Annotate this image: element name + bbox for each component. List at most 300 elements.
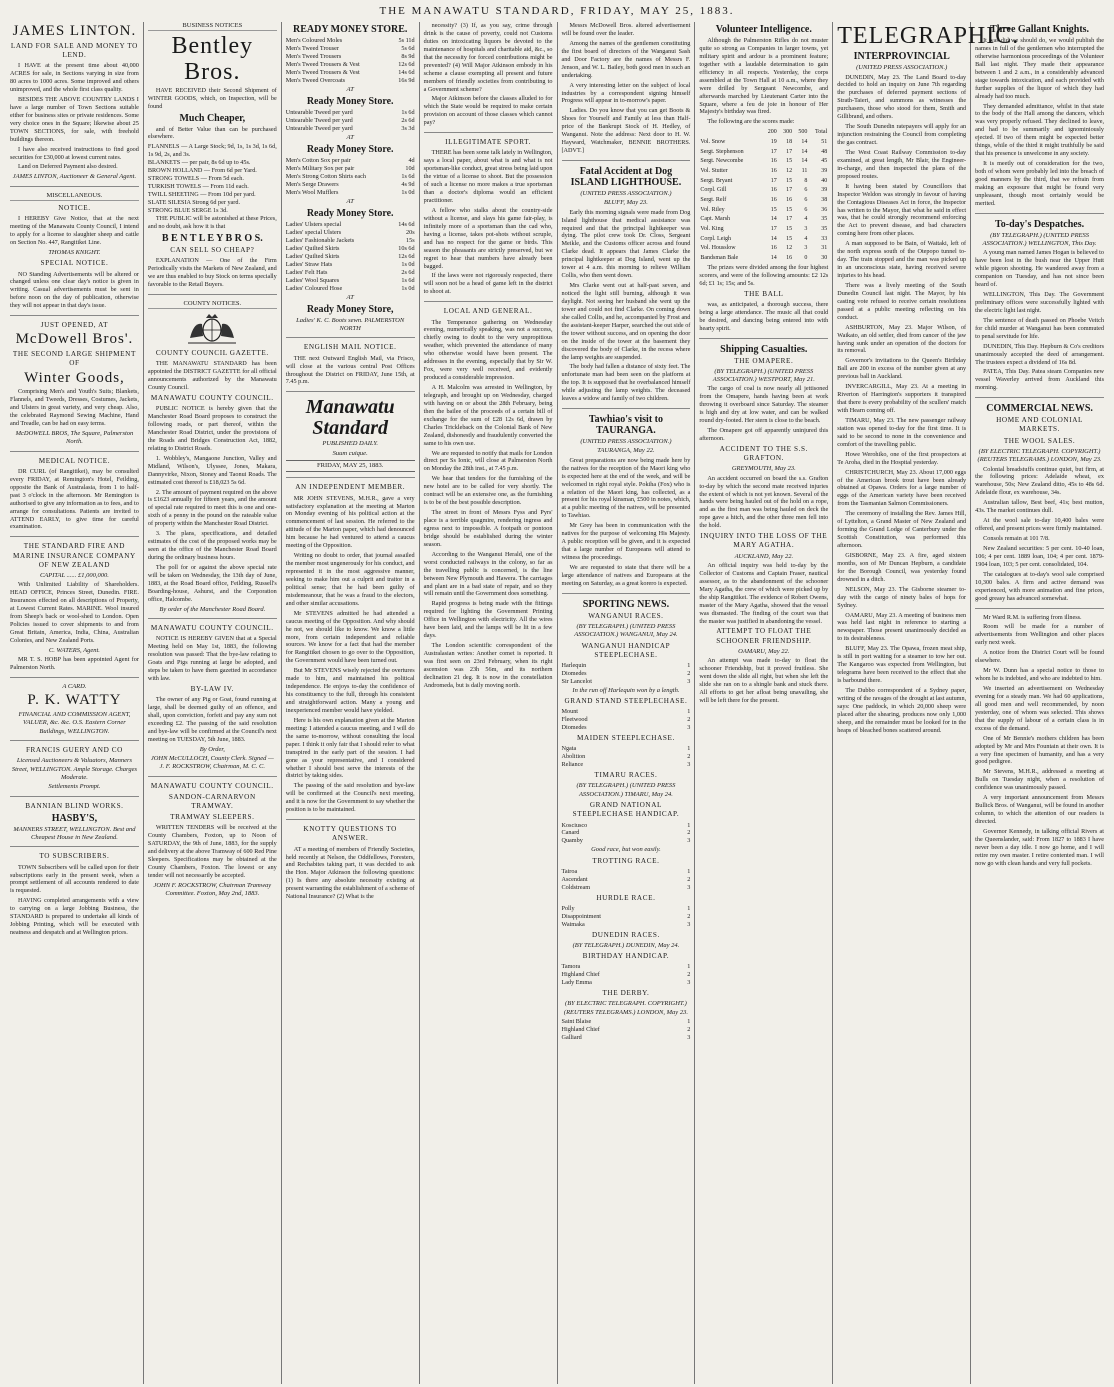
scores-header-cell: Total — [815, 129, 828, 136]
scores-cell: Corpl. Gill — [700, 187, 727, 194]
wanganui-races-title: WANGANUI RACES. — [588, 611, 664, 620]
scores-cell: 16 — [786, 255, 793, 262]
francis-advert — [10, 746, 139, 796]
bentley-item: BROWN HOLLAND — From 6d per Yard. — [147, 167, 257, 175]
price-row-value: 1s 0d — [401, 260, 415, 268]
timaru-telegraph: (BY TELEGRAPH.) (UNITED PRESS ASSOCIATION.) TIMARU, May 24. — [576, 782, 676, 798]
result-row — [562, 1018, 691, 1026]
price-row-value: 4d — [408, 157, 415, 165]
scores-cell: 14 — [770, 216, 777, 223]
scores-cell: 6 — [804, 197, 808, 204]
illegitimate-sport-article — [424, 138, 553, 302]
result-row-value: 3 — [687, 761, 691, 769]
price-row-value: 2s 6d — [401, 268, 415, 276]
blinds-title: BANNIAN BLIND WORKS. — [25, 801, 124, 810]
price-row — [286, 269, 415, 277]
result-row-value: 3 — [687, 724, 691, 732]
scores-cell: 6 — [804, 206, 808, 213]
agatha-telegraph: AUCKLAND, May 22. — [734, 552, 794, 560]
price-row-value: 8s 9d — [401, 52, 415, 60]
news-item: The sentence of death passed on Phoebe Veitch for child murder at Wanganui has been commuted to penal servitude for life. — [975, 316, 1104, 340]
scores-header-cell — [699, 128, 762, 138]
despatch-title: To-day's Despatches. — [995, 218, 1085, 230]
price-row — [286, 245, 415, 253]
scores-cell: Vol. Snow — [700, 138, 726, 145]
medical-notice — [10, 457, 139, 538]
independent-title: AN INDEPENDENT MEMBER. — [295, 483, 406, 492]
council2-title: MANAWATU COUNTY COUNCIL. — [150, 623, 274, 632]
volunteer-article — [699, 24, 828, 339]
result-row — [562, 662, 691, 670]
result-row-label: Tairoa — [561, 867, 578, 875]
result-row — [562, 1034, 691, 1042]
news-item: A very important announcement from Messrs Bullick Bros. of Wanganui, will be found in another column, to which the attention of our readers is directed. — [975, 794, 1104, 826]
price-row-value: 10s 6d — [398, 244, 415, 252]
price-row-value: 1s 6d — [401, 172, 415, 180]
price-row-label: Ladies' Wool Squares — [285, 276, 340, 284]
bentley-body-2: and of Better Value than can be purchased elsewhere. — [147, 125, 277, 141]
race-title: MAIDEN STEEPLECHASE. — [577, 734, 675, 743]
store-at: AT — [346, 85, 354, 93]
council2-body: NOTICE IS HEREBY GIVEN that at a Special Meeting held on May 1st, 1883, the following resolution was passed: That the bye-law relating to Goats and Pigs running at large be adopted, and steps be taken to have them gazetted in accordance with law. — [147, 635, 277, 682]
bentley-item: STRONG TOWELS — From 5d each. — [147, 175, 244, 183]
despatches-section — [975, 219, 1104, 399]
scores-cell: 14 — [770, 255, 777, 262]
scores-cell: 45 — [821, 158, 828, 165]
race-results-5 — [562, 868, 691, 892]
price-row-label: Untearable Tweed per yard — [285, 116, 353, 124]
price-row — [286, 261, 415, 269]
grafton-body: An accident occurred on board the s.s. Grafton to-day by which the second mate received injuries the extent of which is not yet known. Several of the hands were being hauled out of the hold on a rope, and as the first man was being hauled on deck the rope gave a hitch, and the other three men fell into the hold. — [699, 474, 829, 530]
bentley-item: STRONG BLUE SERGE 1s 3d. — [147, 206, 228, 214]
price-row-label: Untearable Tweed per yard — [285, 108, 353, 116]
scores-cell: Sergt. Bryant — [700, 177, 733, 184]
column-3 — [282, 22, 420, 1384]
news-item: We hear that tenders for the furnishing of the new hotel are to be called for very shortly. The contract will be an extensive one, as the furnishing is to be of the best possible description. — [423, 475, 553, 507]
result-row — [562, 963, 691, 971]
price-row-value: 1s 0d — [401, 284, 415, 292]
business-notices-header: BUSINESS NOTICES — [148, 22, 277, 31]
tramway-notice — [148, 782, 277, 903]
result-row-label: Saint Blaise — [561, 1018, 592, 1026]
news-item: Room will be made for a number of advertisements from Wellington and other places early next week. — [975, 623, 1104, 647]
news-item: New Zealand securities: 5 per cent. 10-40 loan, 106; 4 per cent. 1889 loan, 104; 4 per cent. 1879-1904 loan, 103; 5 per cent. consolidated, 104. — [975, 544, 1104, 568]
result-row-value: 2 — [687, 875, 691, 883]
scores-row — [699, 148, 828, 158]
price-row — [286, 77, 415, 85]
scores-cell: Sergt. Stephenson — [700, 148, 744, 155]
sporting-news-section — [562, 599, 691, 1045]
race-results-8 — [562, 1018, 691, 1042]
knotty-title: KNOTTY QUESTIONS TO ANSWER. — [303, 825, 397, 843]
subscribers-body: TOWN Subscribers will be called upon for their subscriptions early in the present week, when a prompt settlement of all accounts rendered to date is requested. — [10, 863, 139, 895]
result-row — [562, 829, 691, 837]
news-item: We are requested to notify that mails for London direct per Ss Ionic, will close at Palmerston North on Monday the 28th inst., at 7.45 p.m. — [423, 449, 553, 473]
result-row-label: Polly — [561, 904, 575, 912]
scores-cell: 6 — [804, 187, 808, 194]
telegraph-item: OAMARU, May 23. A meeting of business men was held last night in reference to starting a newspaper. Those present unanimously decided as to its desirableness. — [837, 611, 967, 643]
race-results-7 — [562, 963, 691, 987]
special-notice-title: SPECIAL NOTICE. — [40, 259, 109, 268]
english-mail-notice — [286, 343, 415, 392]
francis-title: FRANCIS GUERY AND CO — [25, 746, 123, 755]
council3-body: WRITTEN TENDERS will be received at the County Chambers, Foxton, up to Noon of SATURDAY, the 9th of June, 1883, for the supply and delivery at the above Tramway of 600 Red Pine Sleepers. Specifications may be obtained at the County Chambers, Foxton. The lowest or any tender will not necessarily be accepted. — [147, 824, 277, 880]
shipping-title: Shipping Casualties. — [720, 343, 808, 355]
royal-arms-emblem — [148, 312, 277, 346]
price-row — [286, 181, 415, 189]
result-row — [562, 921, 691, 929]
article-paragraph: The Omapere got off apparently uninjured this afternoon. — [699, 427, 829, 442]
price-row — [286, 125, 415, 133]
medical-body: DR CURL (of Rangitikei), may be consulted every FRIDAY, at Remington's Hotel, Feilding, opposite the Bank of Australasia, from 1 to half-past 3 o'clock in the afternoon. Mr Remington is authorised to give any information as to fees, and to arrange for consultations. Patients are invited to ATTEND EARLY, to give time for careful examination. — [10, 467, 139, 531]
scores-row — [699, 206, 828, 216]
watty-title: P. K. WATTY — [27, 692, 122, 709]
price-row — [286, 45, 415, 53]
scores-cell: Vol. Housslow — [700, 245, 736, 252]
price-row-label: Ladies' Quilted Skirts — [285, 252, 340, 260]
result-row-label: Highland Chief — [561, 971, 600, 979]
bentley-advert — [148, 34, 277, 294]
price-row — [286, 37, 415, 45]
article-paragraph: Mr STEVENS admitted he had attended a caucus meeting of the Opposition. And why should he not, we should like to know. We know a little more, from certain independent and reliable sources. We know for a fact that had the member for Rangitikei chosen to go over to the Opposition, the Government would have been turned out. — [285, 609, 415, 665]
result-row-label: Ascendant — [561, 875, 588, 883]
telegraphic-assoc: (UNITED PRESS ASSOCIATION.) — [856, 64, 948, 72]
result-row-value: 1 — [687, 662, 691, 670]
scores-cell: Vol. Stutter — [700, 168, 728, 174]
price-row-label: Ladies' Fashionable Jackets — [285, 236, 355, 244]
price-row-value: 4s 9d — [401, 180, 415, 188]
price-row — [286, 61, 415, 69]
article-paragraph: Although the Palmerston Rifles do not muster quite so strong as Companies in larger towns, yet military spirit and ardour is a prominent feature; together with a laudable determination to gain efficiency in all respects. Yesterday, the corps assembled at the Town Hall at 10 a.m., where they were drilled by Sergeant Newcombe, and afterwards marched by Lieutenant Carter into the Square, where a feu de joie in honour of Her Majesty's birthday was fired. — [699, 37, 829, 116]
scores-cell: 17 — [786, 187, 793, 194]
council-bylaw-notice — [148, 624, 277, 777]
result-row — [562, 708, 691, 716]
dunedin-races-title: DUNEDIN RACES. — [591, 930, 660, 939]
price-row — [286, 165, 415, 173]
council2-signature: JOHN McCULLOCH, County Clerk. Signed — J. F. ROCKSTROW, Chairman, M. C. C. — [150, 754, 274, 771]
bentley-public: THE PUBLIC will be astonished at these Prices, and no doubt, ask how it is that — [147, 214, 277, 230]
blinds-name: HASBY'S, — [51, 812, 98, 824]
shipping-subtitle: THE OMAPERE. — [734, 356, 794, 365]
ball-body: was, as anticipated, a thorough success, there being a large attendance. The music all that could be desired, and dancing being entered into with hearty spirit. — [699, 300, 829, 332]
tawhiao-title: Tawhiao's visit to TAURANGA. — [588, 414, 663, 437]
scores-cell: 0 — [804, 255, 808, 262]
price-row-label: Men's Cotton Sox per pair — [285, 157, 351, 165]
linton-para-1: I HAVE at the present time about 40,000 ACRES for sale, in Sections varying in size from 80 acres to 1000 acres. Some improved and others unimproved, and the whole first class quality. — [10, 62, 139, 93]
price-row — [286, 237, 415, 245]
scores-cell: 17 — [786, 148, 793, 155]
blinds-advert — [10, 802, 139, 848]
price-row-label: Ladies' Straw Hats — [285, 260, 333, 268]
news-item: A young man named James Hogan is believed to have been lost in the bush near the Upper Hutt while pigeon shooting. He wandered away from a companion on Tuesday, and has not since been heard of. — [975, 249, 1104, 289]
commercial-title: COMMERCIAL NEWS. — [986, 403, 1093, 415]
news-item: The London scientific correspondent of the Australasian writes: Another comet is reported. It was first seen on 23rd February, when its right ascension was 23h 56m, and its northern declination 21 deg. It is now in the constellation Andromeda, but is daily moving north. — [423, 642, 553, 689]
store-name-2: Ready Money Store. — [306, 144, 394, 156]
price-row — [286, 53, 415, 61]
result-row-value: 1 — [687, 821, 691, 829]
price-row-label: Men's Tweed Trousers & Vest — [285, 60, 360, 68]
result-row-value: 1 — [687, 1018, 691, 1026]
scores-cell: 30 — [821, 255, 828, 262]
news-item: One of Mr Bennie's mothers children has been adopted by Mr and Mrs Fountain at their own. It is a very fine specimen of humanity, and has a very good pedigree. — [975, 734, 1104, 766]
news-item: The Temperance gathering on Wednesday evening, numerically speaking, was not a success, chiefly owing to doubt to the very unpropitious weather, which prevented the attendance of many who otherwise would have been present. The addresses in the evening, especially that by Sir W. Fox, were very well received, and evidently produced a considerable impression. — [423, 318, 553, 382]
scores-cell: 17 — [770, 226, 777, 233]
float-body: An attempt was made to-day to float the schooner Friendship, but it proved fruitless. She went down the slide all right, but when she left the slide she ran on to a shingle bank and stuck there. All efforts to get her afloat being unavailing, she will be left there for the present. — [699, 657, 829, 704]
scores-row — [699, 157, 828, 167]
special-notice-body: NO Standing Advertisements will be altered or changed unless one clear day's notice is given in writing. Casual advertisements must be sent in before noon on the day of publication, otherwise they will not appear in that day's issue. — [10, 270, 139, 310]
paper-title: Manawatu Standard — [305, 396, 395, 440]
race-note: In the run off Harlequin won by a length. — [572, 686, 680, 694]
misc-notices — [10, 192, 139, 317]
result-row-value: 3 — [687, 979, 691, 987]
store-name-1: Ready Money Store. — [306, 95, 394, 107]
wool-title: THE WOOL SALES. — [1003, 436, 1076, 445]
scores-cell: 16 — [770, 158, 777, 165]
result-row-value: 3 — [687, 837, 691, 845]
race-title: HURDLE RACE. — [596, 893, 656, 902]
store-name-3: Ready Money Store. — [306, 208, 394, 220]
news-item: Governor Kennedy, in talking official Rivers at the Queenslander, said: From 1827 to 1883 I have never been a day idle. I now go home, and I will retire my own master. I retire contented man. I will now go with clean hands and very full pockets. — [975, 827, 1104, 867]
news-item: Rapid progress is being made with the fittings required for lighting the Government Printing Office in Wellington with electricity. All the wires have been laid, and the lamps will be lit in a few days. — [423, 600, 553, 640]
price-row-label: Men's Military Sox per pair — [285, 165, 355, 172]
blinds-body: MANNERS STREET, WELLINGTON. Best and Cheapest House in New Zealand. — [13, 825, 136, 842]
telegraph-item: The West Coast Railway Commission to-day examined, at great length, Mr Blair, the Engineer-in-charge, and then inspected the plans of the proposed routes. — [837, 148, 967, 180]
scores-cell: 3 — [804, 245, 808, 252]
article-paragraph: But Mr STEVENS wisely rejected the overtures made to him, and maintained his political independence. He enjoys to-day the confidence of his constituency to the full, through his consistent and straightforward action. Many a young and inexperienced member would have yielded. — [285, 667, 415, 714]
scores-cell: 15 — [786, 235, 793, 242]
price-list-1 — [286, 37, 415, 85]
scores-cell: 17 — [770, 177, 777, 184]
notice-signature: THOMAS KNIGHT. — [48, 248, 101, 256]
subscribers-notice — [10, 852, 139, 942]
timaru-races-title: TIMARU RACES. — [594, 771, 658, 780]
result-row-label: Quamby — [561, 837, 583, 845]
news-item: Consols remain at 101 7/8. — [983, 535, 1050, 543]
bentley-cheaper: Much Cheaper, — [179, 112, 246, 124]
news-item: Mr Stevens, M.H.R., addressed a meeting at Bulls on Tuesday night, when a resolution of confidence was unanimously passed. — [975, 768, 1104, 792]
price-list-2 — [286, 109, 415, 133]
price-row-value: 12s 6d — [398, 252, 415, 260]
scores-cell: 39 — [821, 187, 828, 194]
column-4 — [420, 22, 558, 1384]
watty-card: A CARD. — [62, 683, 87, 691]
county-notices — [148, 300, 277, 619]
race-results-4 — [562, 822, 691, 846]
article-paragraph: The cargo of coal is now nearly all jettisoned from the Omapere, hands having been at work throwing it overboard since Saturday. The steamer is high and dry at low water, and can be walked round dry-footed. Her stern is close to the beach. — [699, 385, 829, 425]
misc-header: MISCELLANEOUS. — [10, 192, 139, 201]
price-row — [286, 253, 415, 261]
result-row — [562, 753, 691, 761]
result-row — [562, 905, 691, 913]
paper-date: FRIDAY, MAY 25, 1883. — [286, 460, 415, 472]
result-row — [562, 876, 691, 884]
mcdowell-signature: McDOWELL BROS, The Square, Palmerston North. — [15, 430, 134, 446]
telegraph-item: NELSON, May 23. The Gisborne steamer to-day with the cargo of ninety bales of hops for Sydney. — [837, 585, 967, 609]
store-at-2: AT — [346, 133, 354, 141]
telegraph-item: DUNEDIN, May 23. The Land Board to-day decided to hold an inquiry on June 7th regarding the purchases of deferred payment sections of Strath-Taieri, and summons as witnesses the purchasers, those who stood for them, Smith and Gillibrand, and others. — [837, 73, 967, 121]
result-row — [562, 971, 691, 979]
result-row-label: Diomedes — [561, 724, 587, 732]
article-paragraph: Mr Grey has been in communication with the natives for the purpose of welcoming His Majesty. A public reception will be given, and it is expected that a large number of Europeans will attend to witness the proceedings. — [561, 522, 691, 561]
scores-row — [699, 177, 828, 187]
article-paragraph: MR JOHN STEVENS, M.H.R., gave a very satisfactory explanation at the meeting at Marton on Monday evening of his political action at the commencement of last session. He referred to the attitude of the Marton paper, which had denounced him because he had ventured to attend a caucus meeting of the Opposition. — [285, 494, 415, 550]
result-row-value: 1 — [687, 745, 691, 753]
news-item: Australian tallow, Best beef, 41s; best mutton, 43s. The market continues dull. — [975, 499, 1104, 515]
fatal-title: Fatal Accident at Dog ISLAND LIGHTHOUSE. — [570, 166, 682, 188]
race-results-6 — [562, 905, 691, 929]
county-para-1: THE MANAWATU STANDARD has been appointed the DISTRICT GAZETTE for all official announcements authorized by the Manawatu County Council. — [147, 360, 277, 391]
result-row-label: Coldstream — [561, 883, 591, 891]
price-row-value: 1s 6d — [401, 276, 415, 284]
scores-cell: 14 — [801, 148, 808, 155]
result-row-value: 2 — [687, 829, 691, 837]
scores-cell: Corpl. Leigh — [700, 235, 732, 242]
price-row-label: Ladies' Ulsters special — [285, 221, 342, 229]
news-item: Colonial breadstuffs continue quiet, but firm, at the following prices: Adelaide wheat, ex warehouse, 50s; New Zealand ditto, 45s to 48s 6d. Adelaide flour, ex warehouse, 34s. — [975, 465, 1104, 497]
price-row — [286, 285, 415, 293]
result-row-value: 2 — [687, 716, 691, 724]
knotty-questions-article — [286, 825, 415, 906]
scores-cell: 51 — [821, 138, 828, 145]
column-6 — [695, 22, 833, 1384]
fatal-accident-article — [562, 166, 691, 409]
news-item: The catalogues at to-day's wool sale comprised 10,300 bales. A firm and active demand was experienced, with more animation and fine prices, good greasy has advanced somewhat. — [975, 570, 1104, 602]
scores-row — [699, 244, 828, 254]
result-row — [562, 745, 691, 753]
race-title: TROTTING RACE. — [592, 856, 660, 865]
race-title: WANGANUI HANDICAP STEEPLECHASE. — [581, 641, 671, 659]
price-row-label: Men's Wool Mufflers — [285, 188, 339, 196]
store-title: READY MONEY STORE. — [293, 24, 408, 35]
price-row-value: 1s 0d — [401, 188, 415, 196]
francis-settlement: Settlements Prompt. — [48, 783, 101, 791]
article-paragraph: It is meetly out of consideration for the two, both of whom were probably led into the breach of good manners by the third, that we refrain from making an exposure that might be found very unpleasant, though most certainly would be merited. — [975, 160, 1104, 207]
scores-cell: 33 — [821, 235, 828, 242]
scores-cell: Bandsman Bale — [700, 255, 739, 262]
coat-of-arms-icon — [182, 312, 242, 346]
volunteer-title: Volunteer Intelligence. — [715, 24, 812, 35]
scores-cell: 4 — [804, 235, 808, 242]
scores-cell: 17 — [770, 148, 777, 155]
article-paragraph: Early this morning signals were made from Dog Island lighthouse that medical assistance was required and that the principal lightkeeper was dying. The pilot crew took Dr. Closs, Sergeant Meikle, and the Customs officer across and found Clarke dead. It appears that James Clarke the principal lightkeeper at Dog Island, went up the tower at 4 a.m. this morning to relieve William Collis, who then went down. — [561, 208, 691, 280]
shipping-casualties — [699, 344, 828, 710]
mcdowell-body: Comprising Men's and Youth's Suits; Blankets, Flannels, and Tweeds, Dresses, Costumes, Jackets, and Ulsters in great variety, and very cheap. Also, the celebrated Raymond Sewing Machine, Hand and Treadle, can be had on easy terms. — [10, 388, 139, 428]
result-row-label: Reliance — [561, 761, 584, 769]
price-row-value: 16s 9d — [398, 76, 415, 84]
bentley-item: TURKISH TOWELS — From 11d each. — [147, 183, 249, 191]
store-at-4: AT — [346, 293, 354, 301]
commercial-subtitle: HOME AND COLONIAL MARKETS. — [996, 416, 1083, 434]
county-para-4: 2. The amount of payment required on the above is £1623 annually for fifteen years, and the amount of special rate required to meet this is one and one-sixth of a penny in the pound on the rateable value of property within the Manchester Road District. — [147, 488, 277, 528]
telegraph-item: The South Dunedin ratepayers will apply for an injunction restraining the Council from completing the gas contract. — [837, 123, 967, 146]
result-row-value: 2 — [687, 971, 691, 979]
mail-title: ENGLISH MAIL NOTICE. — [303, 343, 397, 352]
telegraph-item: INVERCARGILL, May 23. At a meeting in Riverton of Harrington's supporters it transpired that there is every probability of the scullers' match with Hearn coming off. — [837, 383, 967, 414]
scores-cell: 15 — [786, 158, 793, 165]
scores-row — [699, 254, 828, 264]
article-paragraph: The prizes were divided among the four highest scorers, and were of the following amounts: £2 12s 6d; £1 1s; 15s; and 5s. — [699, 263, 829, 287]
telegraph-item: It having been stated by Councillors that Inspector Weldon was strongly in favour of having the Contagious Diseases Act in force, the Inspector has written to the Mayor, that what he said in effect was, that he could strongly recommend enforcing the Act to prevent disease, and bad characters coming here from other places. — [837, 182, 967, 238]
linton-title: JAMES LINTON. — [12, 23, 137, 39]
council2-bylaw-body: The owner of any Pig or Goat, found running at large, shall be deemed guilty of an offence, and shall, upon conviction, forfeit and pay any sum not exceeding £2. The passing of the said resolution and bye-law will be confirmed at the Council's next meeting on TUESDAY, 5th June, 1883. — [147, 696, 277, 743]
result-row-label: Ngata — [561, 745, 577, 753]
article-paragraph: Great preparations are now being made here by the natives for the reception of the Maori king who is expected here at the end of the week, and will be welcomed in right royal style. Pokiha (Fox) who is a relation of the Maori king, has collected, as a present for his royal kinsman, £500 in notes, which, at a public meeting of the natives, will be presented to Tawhiao. — [561, 456, 691, 520]
price-row-label: Men's Tweed Trousers & Vest — [285, 68, 360, 76]
bentley-bros: B E N T L E Y B R O S. — [161, 232, 263, 244]
result-row — [562, 724, 691, 732]
telegraph-item: A man supposed to be Bain, of Waitaki, left of the north express south of the Otepopo tunnel to-day. The train stopped and the man was picked up in an unconscious state, having received severe injuries to his head. — [837, 240, 967, 279]
price-row-label: Men's Strong Cotton Shirts each — [285, 172, 366, 180]
scores-cell: 15 — [786, 226, 793, 233]
telegraph-item: TIMARU, May 23. The new passenger railway station was opened to-day for the first time. It is said to be second to none in the convenience and comfort of the travelling public. — [837, 416, 967, 448]
linton-advert — [10, 24, 139, 187]
result-row — [562, 979, 691, 987]
race-results-2 — [562, 708, 691, 732]
result-row-label: Tamora — [561, 963, 581, 971]
price-row-label: Ladies' Coloured Hose — [285, 284, 343, 292]
mcdowell-advert — [10, 321, 139, 451]
county-para-5: 3. The plans, specifications, and detailed estimates of the cost of the proposed works may be seen at the office of the Manchester Road Board during the ordinary business hours. — [147, 530, 277, 562]
price-row-value: 5s 6d — [401, 44, 415, 52]
scores-cell: 17 — [786, 216, 793, 223]
scores-cell: 12 — [786, 245, 793, 252]
price-row — [286, 69, 415, 77]
scores-row — [699, 167, 828, 177]
result-row — [562, 678, 691, 686]
result-row — [562, 868, 691, 876]
page-masthead: THE MANAWATU STANDARD, FRIDAY, MAY 25, 1883. — [379, 5, 735, 17]
linton-signature: JAMES LINTON, Auctioneer & General Agent. — [12, 173, 137, 181]
fatal-assoc: (UNITED PRESS ASSOCIATION.) — [580, 190, 672, 197]
scores-header-cell: 500 — [798, 129, 808, 136]
scores-row — [699, 138, 828, 148]
scores-cell: 15 — [786, 206, 793, 213]
knights-title: Three Gallant Knights. — [990, 24, 1090, 35]
news-item: WELLINGTON, This Day. The Government preliminary offices were successfully lighted with the electric light last night. — [975, 291, 1104, 314]
result-row — [562, 884, 691, 892]
mcdowell-sub: THE SECOND LARGE SHIPMENT OF — [12, 350, 136, 368]
sport-title: ILLEGITIMATE SPORT. — [445, 138, 532, 147]
county-council-title: MANAWATU COUNTY COUNCIL. — [150, 393, 274, 402]
news-item: A very interesting letter on the subject of local industries by a correspondent signing himself Progress will appear in to-morrow's paper. — [561, 81, 691, 105]
local-title: LOCAL AND GENERAL. — [443, 307, 533, 316]
result-row-label: Galliard — [561, 1033, 582, 1041]
result-row-value: 3 — [687, 677, 691, 685]
county-para-7: By order of the Manchester Road Board. — [159, 605, 266, 613]
article-paragraph: Here is his own explanation given at the Marton meeting: I attended a caucus meeting, and I will do the same to-morrow, without consulting the local paper. I think it only fair that I should refer to what transpired in the early part of the session. I had gone as your representative, and I considered whether I should best serve the interests of the district by taking sides. — [285, 716, 415, 780]
news-item: The street in front of Messrs Fyss and Pyrs' place is a terrible quagmire, rendering ingress and egress next to impossible. A footpath or pontoon bridge should be established during the winter season. — [423, 509, 553, 548]
result-row — [562, 716, 691, 724]
bentley-item: BLANKETS — per pair, 8s 6d up to 45s. — [147, 159, 251, 167]
result-row — [562, 1026, 691, 1034]
price-row-label: Men's Serge Drawers — [285, 180, 339, 188]
result-row-value: 3 — [687, 1033, 691, 1041]
tawhiao-article — [562, 414, 691, 594]
telegraph-item: The Dubbo correspondent of a Sydney paper, writing of the ravages of the drought at last autumn, says: One paddock, in which 20,000 sheep were placed after the shearing, produces now only 1,000 sheep, and the remainder must be looked for in the heaps of bleached bones scattered around. — [837, 686, 967, 734]
bentley-price-list — [148, 143, 277, 214]
result-row-label: Sir Lancelot — [561, 677, 592, 685]
telegraph-item: CHRISTCHURCH, May 23. About 17,000 eggs of the American brook trout have been already obtained at Opawa. Orders for a large number of eggs of the American variety have been received from the Tasmanian Salmon Commissioners. — [837, 468, 967, 508]
article-paragraph: It was did we should do, we would publish the names in full of the gentlemen who interrupted the otherwise harmonious proceedings of the Volunteer Ball last night. They made their appearance between 1 and 2 a.m., in a considerably advanced stage towards intoxication, and each provided with further supplies of the liquor of which they had already had too much. — [975, 37, 1104, 100]
price-list-3 — [286, 157, 415, 197]
price-row-value: 1s 6d — [401, 108, 415, 116]
scores-cell: 31 — [821, 245, 828, 252]
telegraph-item: ASHBURTON, May 23. Major Wilson, of Waikato, an old settler, died from cancer of the jaw having sunk under an operation of the doctors for its removal. — [837, 323, 967, 355]
watty-advert — [10, 683, 139, 741]
article-paragraph: THERE has been some talk lately in Wellington, says a local paper, about what is and what is not sportsman-like conduct, great stress being laid upon the virtue of a license to shoot. But the possession of such a license no more makes a true sportsman than a doctor's diploma would an efficient practitioner. — [423, 149, 553, 205]
race-note: Good race, but won easily. — [591, 846, 661, 854]
column-1 — [6, 22, 144, 1384]
